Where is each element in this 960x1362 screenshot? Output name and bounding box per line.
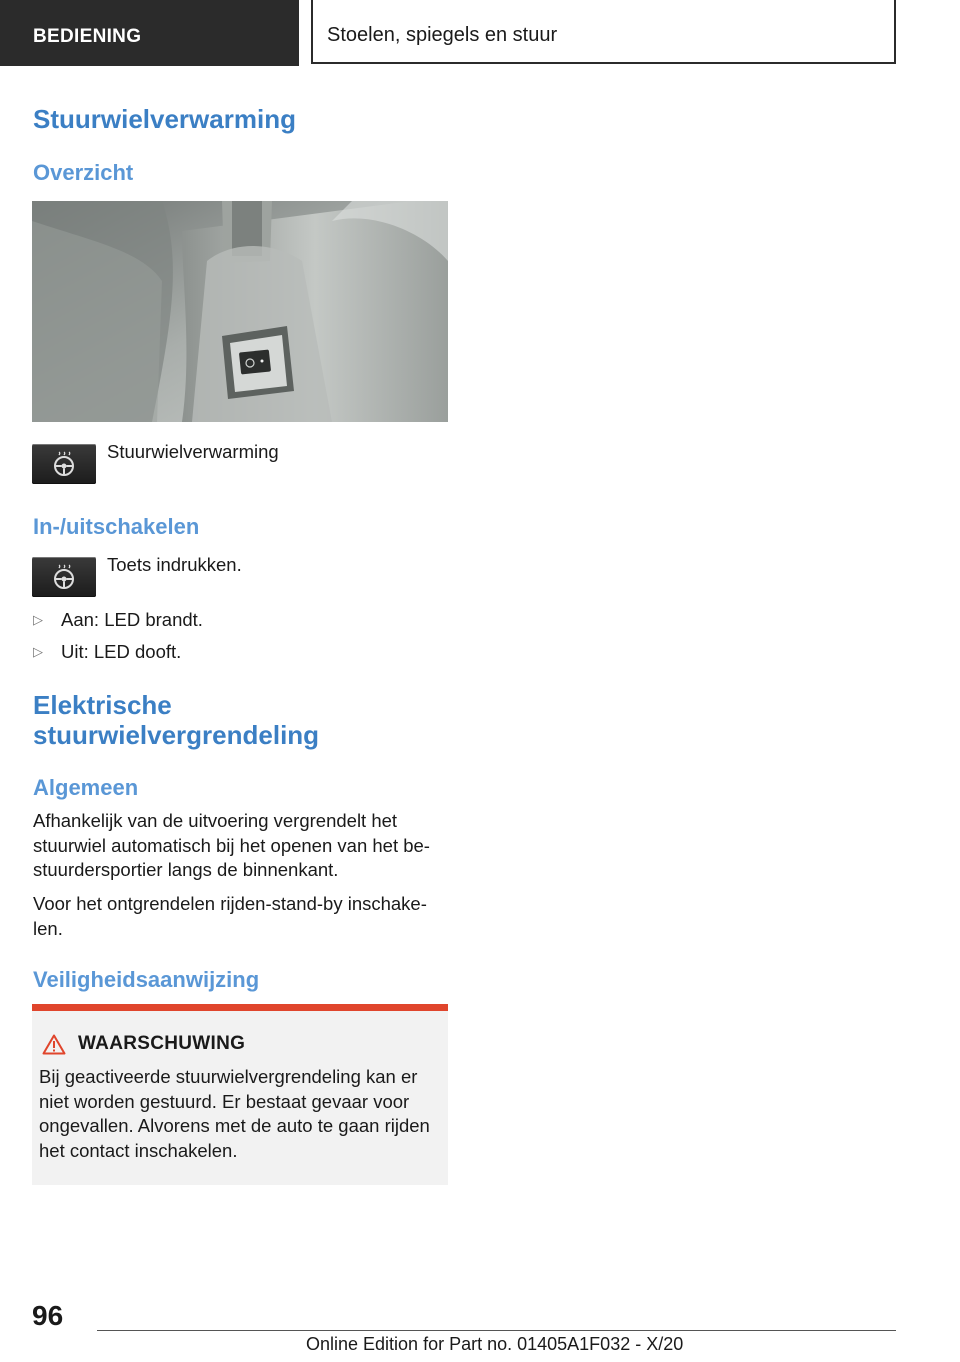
footer-divider [97,1330,896,1331]
heated-steering-button-icon [32,444,96,484]
warning-title [42,1033,245,1055]
bullet-triangle-icon: ▷ [33,644,43,659]
subheading-safety: Veiligheidsaanwijzing [33,967,260,992]
section-title-lock-line1: Elektrische [33,690,172,720]
general-paragraph-2: Voor het ontgrendelen rijden-stand-by inschake-len. [33,893,427,939]
page-number: 96 [32,1300,64,1331]
steering-wheel-heat-icon-2 [51,564,77,590]
warning-title-text: WAARSCHUWING [78,1033,246,1054]
steering-column-illustration [32,201,448,422]
warning-triangle-icon [42,1034,66,1055]
chapter-label: BEDIENING [33,26,142,47]
steering-wheel-heat-icon [51,451,77,477]
bullet-triangle-icon: ▷ [33,612,43,627]
steering-column-photo [32,201,448,422]
subheading-overview: Overzicht [33,160,134,185]
subheading-toggle: In-/uitschakelen [33,514,200,539]
toggle-button-icon [32,557,96,597]
bullet-text: Aan: LED brandt. [61,609,203,630]
subheading-general: Algemeen [33,775,139,800]
edition-footer: Online Edition for Part no. 01405A1F032 - X/20 [306,1334,684,1354]
section-header [311,0,896,64]
page-title: Stuurwielverwarming [33,104,296,134]
section-title-lock-line2: stuurwielvergrendeling [33,720,320,750]
general-paragraph-1: Afhankelijk van de uitvoering vergrendelt het stuurwiel automatisch bij het openen van het be-stuurdersportier langs de binnenkant. [33,810,430,880]
chapter-tab [0,0,299,66]
section-label: Stoelen, spiegels en stuur [327,23,558,46]
icon-caption: Stuurwielverwarming [107,441,279,462]
list-item [33,641,181,663]
bullet-text: Uit: LED dooft. [61,641,182,662]
toggle-instruction: Toets indrukken. [107,554,242,575]
warning-text: Bij geactiveerde stuurwielvergrendeling kan er niet worden gestuurd. Er bestaat gevaar voor ongevallen. Alvorens met de auto te gaan rijden het contact inschakelen. [39,1066,430,1161]
list-item [33,609,203,631]
